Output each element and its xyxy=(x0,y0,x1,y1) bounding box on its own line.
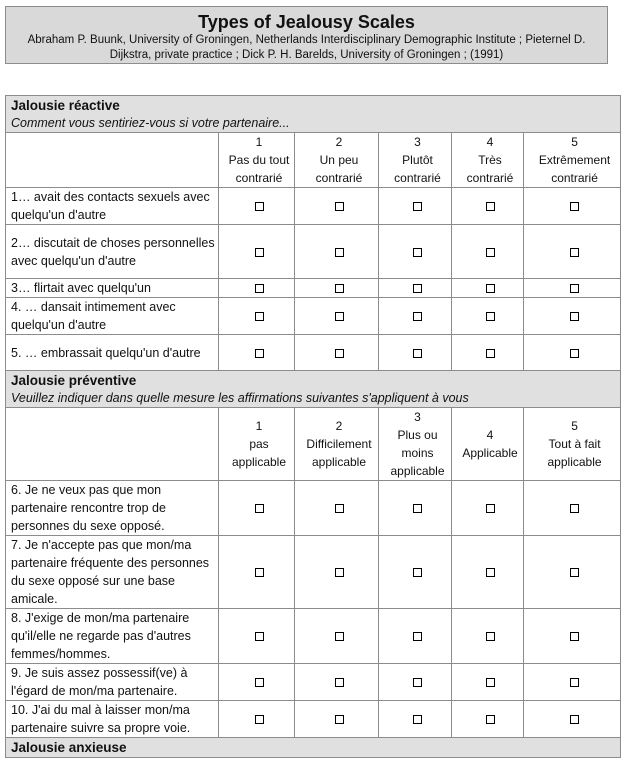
response-cell xyxy=(379,664,452,701)
scale-option-header xyxy=(295,408,379,481)
response-cell xyxy=(295,335,379,371)
questionnaire-table xyxy=(5,95,621,758)
scale-label: pas applicable xyxy=(231,437,287,469)
response-cell xyxy=(379,481,452,536)
response-cell xyxy=(219,188,295,225)
response-checkbox[interactable] xyxy=(255,568,264,577)
response-cell xyxy=(524,536,621,609)
response-cell xyxy=(295,609,379,664)
scale-header-row xyxy=(6,133,621,188)
question-text: 1… avait des contacts sexuels avec quelqu'un d'autre xyxy=(6,188,219,225)
response-checkbox[interactable] xyxy=(486,678,495,687)
response-cell xyxy=(379,188,452,225)
question-text: 6. Je ne veux pas que mon partenaire rencontre trop de personnes du sexe opposé. xyxy=(6,481,219,536)
question-row xyxy=(6,279,621,298)
scale-number: 5 xyxy=(571,135,578,149)
response-cell xyxy=(452,279,524,298)
response-checkbox[interactable] xyxy=(335,248,344,257)
response-checkbox[interactable] xyxy=(486,202,495,211)
response-cell xyxy=(295,481,379,536)
empty-header-cell xyxy=(6,408,219,481)
question-text: 4. … dansait intimement avec quelqu'un d'autre xyxy=(6,298,219,335)
response-cell xyxy=(379,279,452,298)
response-checkbox[interactable] xyxy=(570,504,579,513)
question-text: 7. Je n'accepte pas que mon/ma partenaire fréquente des personnes du sexe opposé sur une base amicale. xyxy=(6,536,219,609)
scale-number: 5 xyxy=(571,419,578,433)
response-cell xyxy=(524,225,621,279)
response-checkbox[interactable] xyxy=(486,568,495,577)
response-cell xyxy=(524,188,621,225)
response-checkbox[interactable] xyxy=(335,504,344,513)
response-checkbox[interactable] xyxy=(255,248,264,257)
response-cell xyxy=(452,481,524,536)
response-cell xyxy=(524,701,621,738)
response-checkbox[interactable] xyxy=(335,349,344,358)
response-cell xyxy=(219,701,295,738)
response-checkbox[interactable] xyxy=(413,715,422,724)
response-cell xyxy=(219,609,295,664)
scale-label: Tout à fait applicable xyxy=(547,437,602,469)
question-row xyxy=(6,481,621,536)
question-text: 8. J'exige de mon/ma partenaire qu'il/elle ne regarde pas d'autres femmes/hommes. xyxy=(6,609,219,664)
response-checkbox[interactable] xyxy=(255,678,264,687)
empty-header-cell xyxy=(6,133,219,188)
response-cell xyxy=(379,225,452,279)
scale-number: 1 xyxy=(255,419,263,433)
scale-option-header xyxy=(524,408,621,481)
response-checkbox[interactable] xyxy=(570,202,579,211)
response-checkbox[interactable] xyxy=(335,284,344,293)
response-cell xyxy=(219,298,295,335)
question-text: 10. J'ai du mal à laisser mon/ma partenaire suivre sa propre voie. xyxy=(6,701,219,738)
scale-number: 3 xyxy=(414,135,421,149)
question-row xyxy=(6,335,621,371)
response-checkbox[interactable] xyxy=(413,632,422,641)
questionnaire-body xyxy=(6,96,621,758)
response-checkbox[interactable] xyxy=(570,632,579,641)
response-checkbox[interactable] xyxy=(255,202,264,211)
question-text: 5. … embrassait quelqu'un d'autre xyxy=(6,335,219,371)
response-cell xyxy=(295,536,379,609)
response-checkbox[interactable] xyxy=(335,715,344,724)
response-cell xyxy=(452,664,524,701)
section-header xyxy=(6,738,621,758)
response-checkbox[interactable] xyxy=(413,568,422,577)
scale-label: Applicable xyxy=(462,446,518,460)
response-cell xyxy=(295,225,379,279)
question-text: 9. Je suis assez possessif(ve) à l'égard de mon/ma partenaire. xyxy=(6,664,219,701)
scale-number: 2 xyxy=(335,135,343,149)
question-row xyxy=(6,298,621,335)
scale-option-header xyxy=(379,133,452,188)
scale-label: Très contrarié xyxy=(466,153,514,185)
response-checkbox[interactable] xyxy=(413,284,422,293)
response-cell xyxy=(219,279,295,298)
scale-label: Extrêmement contrarié xyxy=(538,153,611,185)
section-header-row xyxy=(6,738,621,758)
response-checkbox[interactable] xyxy=(486,349,495,358)
response-checkbox[interactable] xyxy=(255,349,264,358)
response-cell xyxy=(379,701,452,738)
scale-label: Un peu contrarié xyxy=(315,153,363,185)
response-cell xyxy=(524,279,621,298)
response-checkbox[interactable] xyxy=(255,715,264,724)
scale-label: Pas du tout contrarié xyxy=(228,153,290,185)
scale-option-header xyxy=(452,408,524,481)
scale-number: 4 xyxy=(486,428,494,442)
response-cell xyxy=(524,481,621,536)
scale-number: 3 xyxy=(414,410,421,424)
question-row xyxy=(6,225,621,279)
response-cell xyxy=(524,298,621,335)
response-checkbox[interactable] xyxy=(413,504,422,513)
question-text: 3… flirtait avec quelqu'un xyxy=(6,279,219,298)
response-checkbox[interactable] xyxy=(335,202,344,211)
response-cell xyxy=(219,335,295,371)
response-cell xyxy=(452,335,524,371)
response-checkbox[interactable] xyxy=(486,632,495,641)
response-cell xyxy=(452,609,524,664)
scale-number: 2 xyxy=(335,419,343,433)
section-header xyxy=(6,96,621,133)
response-cell xyxy=(452,298,524,335)
response-cell xyxy=(379,298,452,335)
response-checkbox[interactable] xyxy=(570,715,579,724)
response-cell xyxy=(379,536,452,609)
response-cell xyxy=(452,536,524,609)
question-row xyxy=(6,664,621,701)
response-checkbox[interactable] xyxy=(486,312,495,321)
response-checkbox[interactable] xyxy=(413,678,422,687)
response-checkbox[interactable] xyxy=(486,248,495,257)
scale-header-row xyxy=(6,408,621,481)
response-checkbox[interactable] xyxy=(486,284,495,293)
response-checkbox[interactable] xyxy=(486,504,495,513)
section-header xyxy=(6,371,621,408)
response-checkbox[interactable] xyxy=(486,715,495,724)
question-row xyxy=(6,609,621,664)
question-row xyxy=(6,536,621,609)
response-cell xyxy=(379,609,452,664)
response-checkbox[interactable] xyxy=(255,504,264,513)
scale-number: 4 xyxy=(486,135,494,149)
response-cell xyxy=(379,335,452,371)
response-cell xyxy=(219,481,295,536)
response-checkbox[interactable] xyxy=(570,284,579,293)
response-cell xyxy=(452,701,524,738)
response-cell xyxy=(219,225,295,279)
section-title: Jalousie préventive xyxy=(11,373,137,388)
section-title: Jalousie réactive xyxy=(11,98,120,113)
scale-option-header xyxy=(295,133,379,188)
section-instruction: Veuillez indiquer dans quelle mesure les affirmations suivantes s'appliquent à vous xyxy=(11,391,469,405)
response-cell xyxy=(524,664,621,701)
response-checkbox[interactable] xyxy=(413,312,422,321)
response-checkbox[interactable] xyxy=(335,632,344,641)
question-row xyxy=(6,188,621,225)
response-checkbox[interactable] xyxy=(413,349,422,358)
document-header xyxy=(5,6,608,64)
document-title: Types of Jealousy Scales xyxy=(198,12,415,32)
question-text: 2… discutait de choses personnelles avec quelqu'un d'autre xyxy=(6,225,219,279)
scale-option-header xyxy=(379,408,452,481)
response-cell xyxy=(295,188,379,225)
response-cell xyxy=(295,298,379,335)
response-checkbox[interactable] xyxy=(570,349,579,358)
response-checkbox[interactable] xyxy=(255,284,264,293)
scale-label: Difficilement applicable xyxy=(306,437,372,469)
response-checkbox[interactable] xyxy=(413,202,422,211)
section-header-row xyxy=(6,371,621,408)
response-checkbox[interactable] xyxy=(335,678,344,687)
response-cell xyxy=(295,664,379,701)
response-cell xyxy=(219,664,295,701)
response-cell xyxy=(524,609,621,664)
document-authors: Abraham P. Buunk, University of Groningen, Netherlands Interdisciplinary Demographic Institute ; Pieternel D. Dijkstra, private practice ; Dick P. H. Barelds, University of Groningen ; (1991) xyxy=(27,34,586,61)
response-checkbox[interactable] xyxy=(335,568,344,577)
response-checkbox[interactable] xyxy=(570,568,579,577)
response-cell xyxy=(452,225,524,279)
response-checkbox[interactable] xyxy=(413,248,422,257)
scale-option-header xyxy=(219,408,295,481)
section-title: Jalousie anxieuse xyxy=(11,740,127,755)
response-checkbox[interactable] xyxy=(255,312,264,321)
scale-option-header xyxy=(452,133,524,188)
response-cell xyxy=(295,279,379,298)
response-checkbox[interactable] xyxy=(255,632,264,641)
response-cell xyxy=(219,536,295,609)
scale-label: Plus ou moins applicable xyxy=(390,428,445,478)
section-instruction: Comment vous sentiriez-vous si votre partenaire... xyxy=(11,116,290,130)
question-row xyxy=(6,701,621,738)
scale-option-header xyxy=(524,133,621,188)
response-checkbox[interactable] xyxy=(570,248,579,257)
response-checkbox[interactable] xyxy=(335,312,344,321)
scale-number: 1 xyxy=(255,135,263,149)
section-header-row xyxy=(6,96,621,133)
scale-label: Plutôt contrarié xyxy=(394,153,441,185)
response-cell xyxy=(295,701,379,738)
response-checkbox[interactable] xyxy=(570,312,579,321)
response-cell xyxy=(452,188,524,225)
response-cell xyxy=(524,335,621,371)
scale-option-header xyxy=(219,133,295,188)
response-checkbox[interactable] xyxy=(570,678,579,687)
